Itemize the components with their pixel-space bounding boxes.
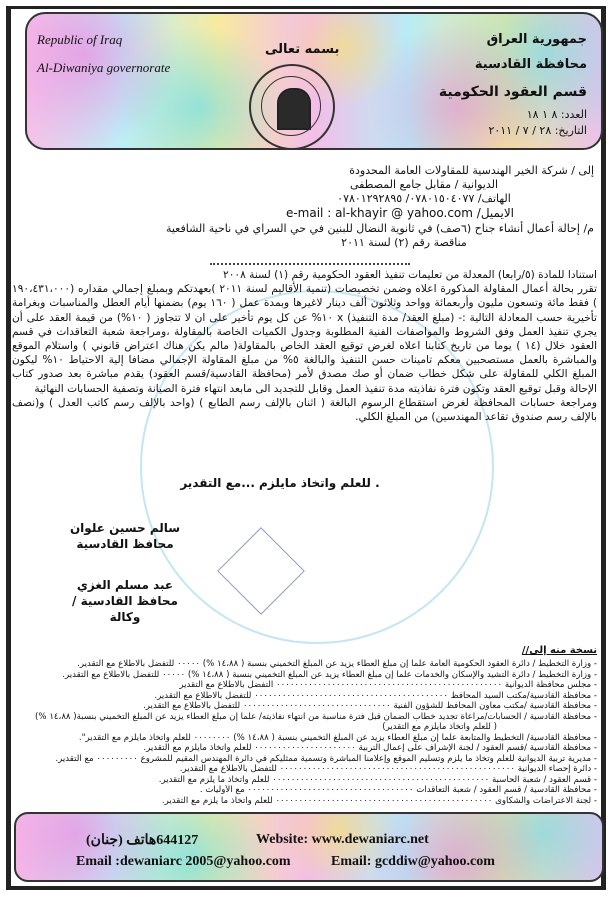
letter-body bbox=[12, 268, 597, 424]
copy-item: - محافظة القادسية/مكتب السيد المحافظ ٠٠٠٠٠٠٠٠٠٠٠٠٠٠٠٠٠٠٠٠٠٠٠٠٠٠٠٠٠٠٠٠٠٠٠٠٠٠٠٠٠٠ للتفضل بالاطلاع مع التقدير. bbox=[154, 690, 597, 701]
body-paragraph: استنادا للمادة (٥/رابعا) المعدلة من تعليمات تنفيذ العقود الحكومية رقم (١) لسنة ٢٠٠٨ bbox=[223, 269, 597, 281]
signer-name: عبد مسلم الغزي bbox=[76, 578, 174, 592]
copy-item: - مجلس محافظة الديوانية ٠٠٠٠٠٠٠٠٠٠٠٠٠٠٠٠٠٠٠٠٠٠٠٠٠٠٠٠٠٠٠٠٠٠٠٠٠٠٠٠٠٠٠٠٠٠٠٠٠ التفضل بالاطلاع مع التقدير bbox=[179, 680, 597, 690]
copy-item: - محافظة القادسية /مكتب معاون المحافظ للشؤون الفنية ٠٠٠٠٠٠٠٠٠٠٠٠٠٠٠٠٠٠٠٠٠٠٠٠٠٠٠٠٠٠٠٠ للتفضل بالاطلاع مع التقدير. bbox=[143, 701, 597, 711]
copy-item: - قسم العقود / شعبة الحاسبة ٠٠٠٠٠٠٠٠٠٠٠٠٠٠٠٠٠٠٠٠٠٠٠٠٠٠٠٠٠٠٠٠٠٠٠٠٠٠٠٠٠٠٠٠٠٠٠ للعلم واتخاذ ما يلزم مع التقدير. bbox=[158, 774, 597, 785]
footer-email-2: Email: gcddiw@yahoo.com bbox=[331, 854, 495, 869]
copy-item: - محافظة القادسية / الحسابات/مراعاة تجديد خطاب الضمان قبل فترة مناسبة من انتهاء نفاذيته/ علما إن مبلغ العطاء يزيد عن المبلغ التخميني بنسبة( ١٤،٨٨ %) bbox=[35, 711, 597, 722]
letterhead-en-country: Republic of Iraq bbox=[37, 32, 123, 47]
signer-name: سالم حسين علوان bbox=[69, 521, 181, 535]
letterhead-ar-country: جمهورية العراق bbox=[486, 32, 587, 47]
signature-acting-governor bbox=[60, 577, 190, 625]
document-number: العدد: ٨ ١ ١٨ bbox=[526, 108, 587, 121]
recipient: إلى / شركة الخير الهندسية للمقاولات العامة المحدودة bbox=[349, 164, 594, 177]
copy-item: - وزارة التخطيط / دائرة العقود الحكومية العامة علما إن مبلغ العطاء يزيد عن المبلغ التخميني بنسبة ( ١٤،٨٨ %) ٠٠٠٠٠ للتفضل بالاطلاع مع التقدير. bbox=[77, 659, 597, 669]
recipient-block bbox=[165, 164, 594, 250]
copy-item: ( للعلم واتخاذ مايلزم مع التقدير) bbox=[382, 722, 497, 732]
copy-item: - وزارة التخطيط / دائرة التشيد والإسكان والخدمات علما إن مبلغ العطاء يزيد عن المبلغ التخميني بنسبة ( ١٤،٨٨ %) ٠٠٠٠٠ للتفضل بالاطلاع مع التقدير. bbox=[62, 669, 597, 680]
recipient-location: الديوانية / مقابل جامع المصطفى bbox=[349, 178, 499, 191]
copy-item: - محافظة القادسية/ التخطيط والمتابعة علما إن مبلغ العطاء يزيد عن المبلغ التخميني بنسبة ( ١٤،٨٨ %) ٠٠٠٠٠٠٠٠ للعلم واتخاذ مايلزم مع التقدير". bbox=[78, 732, 597, 743]
document-date: التاريخ: ٢٨ / ٧ / ٢٠١١ bbox=[488, 124, 587, 137]
copy-item: - دائرة إحصاء الديوانية ٠٠٠٠٠٠٠٠٠٠٠٠٠٠٠٠٠٠٠٠٠٠٠٠٠٠٠٠٠٠٠٠٠٠٠٠٠٠٠٠٠٠٠٠٠٠٠٠٠٠٠ للتفضل بالاطلاع مع التقدير. bbox=[179, 764, 597, 774]
copies-title: نسخة منه إلى// bbox=[521, 645, 597, 656]
footer-website: Website: www.dewaniarc.net bbox=[256, 832, 429, 847]
footer-email-1: Email :dewaniarc 2005@yahoo.com bbox=[76, 854, 291, 869]
copies-list bbox=[12, 645, 597, 806]
subject: م/ إحالة أعمال أنشاء جناح (٦صف) في ثانوية النضال للبنين في حي السراي في ناحية الشافعية bbox=[165, 222, 594, 235]
letterhead-ar-governorate: محافظة القادسية bbox=[474, 57, 587, 72]
copy-item: - لجنة الاعتراضات والشكاوى ٠٠٠٠٠٠٠٠٠٠٠٠٠٠٠٠٠٠٠٠٠٠٠٠٠٠٠٠٠٠٠٠٠٠٠٠٠٠٠٠٠٠٠٠٠٠٠ للعلم واتخاذ ما يلزم مع التقدير. bbox=[161, 795, 597, 806]
tender-number: مناقصة رقم (٢) لسنة ٢٠١١ bbox=[341, 236, 467, 249]
letterhead-en-governorate: Al-Diwaniya governorate bbox=[37, 60, 171, 75]
copy-item: - مديرية تربية الديوانية للعلم وتخاذ ما يلزم وتسليم الموقع وإعلامنا المباشرة وتسمية ممثليكم في دائرة المهندس المقيم للمشروع ٠٠٠٠٠٠٠٠٠ مع التقدير. bbox=[55, 753, 597, 764]
body-paragraph: تقرر بحالة أعمال المقاولة المذكورة اعلاه وضمن تخصيصات (تنمية الأقاليم لسنة ٢٠١١ )بعهدتكم وبمبلغ إجمالي مقداره (١٩٠،٤٣١،٠٠٠ ) فقط مائة وتسعون مليون وأربعمائة وواحد وثلاثون ألف دينار لاغيرها وبمدة عمل ( ١٦٠ يوم) بضمنها أيام العطل والمناسبات وبغرامة تأخيرية حسب المعادلة التالية :- (مبلغ العقد/ مدة التنفيذ) x ١٠% عن كل يوم تأخير على ان لا تتجاوز ( ١٠%) من قيمة العقد على أن يجري تنفيذ العمل وفق الشروط والمواصفات الفنية المطلوبة وجدول الكميات الخاصة بالمقاولة ،ومراجعة شعبة التعاقدات في قسم العقود خلال (١٤ ) يوما من تاريخ كتابنا اعلاه لغرض توقيع العقد الخاص بالمقاولة( مالم يكن هناك اعتراض قانوني ) واستلام الموقع والمباشرة بالعمل مستصحبين معكم تامينات حسن التنفيذ والبالغة ٥% من مبلغ المقاولة الإجمالي مضافا إلية الاحتياط ١٠% ليكون المبلغ الكلي للمقاولة على شكل خطاب ضمان أو صك مصدق لأمر (محافظة القادسية/قسم العقود) يقدم مباشرة بعد صدور كتاب الإحالة وقبل توقيع العقد وتكون فترة نفاذيته مدة تنفيذ العمل وقابل للتجديد الى مابعد انتهاء فترة الصيانة وتصفية الحسابات النهائية bbox=[12, 283, 598, 395]
letterhead-ar-department: قسم العقود الحكومية bbox=[438, 84, 587, 100]
recipient-email: الايميل/ e-mail : al-khayir @ yahoo.com bbox=[285, 206, 514, 220]
closing-line: . للعلم واتخاذ مايلزم ...مع التقدير bbox=[180, 476, 380, 490]
recipient-phone: الهاتف/ ٠٧٨٠١٥٠٤٠٧٧/ ٠٧٨٠١٢٩٢٨٩٥ bbox=[337, 192, 511, 205]
signer-title: محافظ القادسية / وكالة bbox=[72, 594, 178, 624]
copy-item: - محافظة القادسية / قسم العقود / شعبة التعاقدات ٠٠٠٠٠٠٠٠٠٠٠٠٠٠٠٠٠٠٠٠٠٠٠٠٠٠٠٠٠٠٠٠٠٠٠٠ مع الأوليات . bbox=[199, 785, 597, 795]
footer-banner bbox=[14, 812, 604, 882]
signature-governor bbox=[60, 520, 190, 552]
letterhead bbox=[25, 12, 603, 150]
divider bbox=[210, 263, 410, 265]
basmala: بسمه تعالى bbox=[265, 42, 340, 57]
governorate-seal-icon bbox=[249, 64, 335, 150]
body-paragraph: ومراجعة حسابات المحافظة لغرض استقطاع الرسوم البالغة ( اثنان بالإلف رسم الطابع ) (واحد بالإلف رسم كاتب العدل ) و(نصف بالإلف رسم صندوق تقاعد المهندسين) من المبلغ الكلي. bbox=[12, 396, 597, 424]
signer-title: محافظ القادسية bbox=[76, 537, 174, 551]
copy-item: - محافظة القادسية /قسم العقود / لجنة الإشراف على إعمال التربية ٠٠٠٠٠٠٠٠٠٠٠٠٠٠٠٠٠٠٠٠٠٠ للعلم واتخاذ مايلزم مع التقدير. bbox=[143, 743, 597, 753]
footer-phone: 644127هاتف (جنان) bbox=[86, 833, 199, 848]
